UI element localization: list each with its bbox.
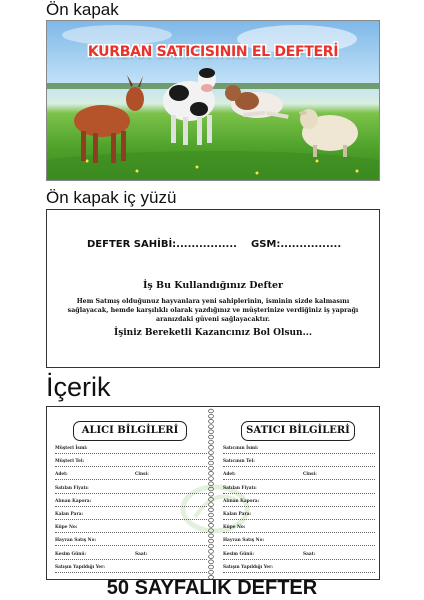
buyer-field-label: Alınan Kapora: (55, 498, 92, 504)
seller-form-field[interactable] (223, 485, 375, 494)
spiral-ring (209, 420, 214, 424)
buyer-field-label: Satışın Yapıldığı Yer: (55, 564, 106, 570)
spiral-ring (209, 430, 214, 434)
seller-field-label: Satıcının İsmi: (223, 446, 259, 451)
spiral-ring (209, 477, 214, 481)
inside-cover-page (46, 209, 380, 368)
spiral-ring (209, 440, 214, 444)
seller-field-label: Satışın Yapıldığı Yer: (223, 564, 274, 570)
spiral-ring (209, 456, 214, 460)
seller-field-sublabel: Cinsi: (303, 472, 317, 478)
page-count-caption: 50 SAYFALIK DEFTER (106, 577, 318, 599)
buyer-form-field[interactable] (55, 445, 207, 454)
seller-field-label: Kesim Günü: (223, 551, 255, 557)
seller-form-field[interactable] (223, 471, 375, 480)
seller-form-field[interactable] (223, 524, 375, 533)
buyer-title: ALICI BİLGİLERİ (73, 421, 187, 441)
cover-title: KURBAN SATICISININ EL DEFTERİ (87, 44, 339, 60)
sheep-figure (299, 109, 358, 157)
buyer-field-label: Müşteri İsmi: (55, 446, 88, 451)
calf-figure (225, 85, 289, 119)
buyer-field-label: Hayvan Satış No: (55, 538, 97, 544)
spiral-ring (209, 503, 214, 507)
inside-cover-label: Ön kapak iç yüzü (46, 188, 177, 207)
seller-form-field[interactable] (223, 498, 375, 507)
spiral-binding-icon (208, 407, 214, 579)
seller-field-label: Adet: (223, 472, 236, 478)
buyer-form-field[interactable] (55, 564, 207, 573)
seller-form-field[interactable] (223, 537, 375, 546)
spiral-ring (209, 451, 214, 455)
seller-column (215, 407, 375, 579)
seller-title: SATICI BİLGİLERİ (241, 421, 355, 441)
seller-form-field[interactable] (223, 458, 375, 467)
spiral-ring (209, 435, 214, 439)
seller-field-label: Kalan Para: (223, 512, 252, 517)
spiral-ring (209, 414, 214, 418)
buyer-form-field[interactable] (55, 485, 207, 494)
front-cover-label: Ön kapak (46, 0, 119, 19)
spiral-ring (209, 534, 214, 538)
buyer-field-label: Satılan Fiyatı: (55, 485, 89, 491)
buyer-column (47, 407, 207, 579)
buyer-field-label: Kalan Para: (55, 512, 84, 517)
gsm-field: GSM:................ (251, 239, 342, 250)
spiral-ring (209, 498, 214, 502)
seller-form-field[interactable] (223, 564, 375, 573)
owner-field: DEFTER SAHİBİ:................ (87, 239, 237, 250)
buyer-field-sublabel: Cinsi: (135, 472, 149, 478)
spiral-ring (209, 555, 214, 559)
seller-field-label: Alınan Kapora: (223, 498, 260, 504)
spiral-ring (209, 570, 214, 574)
spiral-ring (209, 550, 214, 554)
spiral-ring (209, 529, 214, 533)
spiral-ring (209, 492, 214, 496)
spiral-ring (209, 466, 214, 470)
buyer-field-label: Adet: (55, 472, 68, 478)
spiral-ring (209, 513, 214, 517)
buyer-form-field[interactable] (55, 551, 207, 560)
buyer-field-label: Müşteri Tel: (55, 459, 85, 465)
spiral-ring (209, 472, 214, 476)
buyer-form-field[interactable] (55, 511, 207, 520)
buyer-field-label: Küpe No: (55, 525, 78, 531)
buyer-form-field[interactable] (55, 537, 207, 546)
seller-form-field[interactable] (223, 551, 375, 560)
seller-field-label: Hayvan Satış No: (223, 538, 265, 544)
buyer-form-field[interactable] (55, 498, 207, 507)
cover-image (46, 20, 380, 181)
spiral-ring (209, 560, 214, 564)
seller-field-sublabel: Saat: (303, 551, 316, 557)
buyer-form-field[interactable] (55, 524, 207, 533)
spiral-ring (209, 508, 214, 512)
seller-field-label: Satıcının Tel: (223, 459, 255, 465)
spiral-ring (209, 487, 214, 491)
buyer-field-sublabel: Saat: (135, 551, 148, 557)
spiral-ring (209, 565, 214, 569)
spiral-ring (209, 482, 214, 486)
seller-form-field[interactable] (223, 445, 375, 454)
spiral-ring (209, 425, 214, 429)
seller-field-label: Küpe No: (223, 525, 246, 531)
cow-figure (163, 68, 216, 145)
seller-form-field[interactable] (223, 511, 375, 520)
spiral-ring (209, 409, 214, 413)
inside-closing-text: İşiniz Bereketli Kazancınız Bol Olsun... (113, 328, 312, 338)
spiral-ring (209, 518, 214, 522)
buyer-form-field[interactable] (55, 458, 207, 467)
content-label: İçerik (46, 372, 111, 402)
buyer-field-label: Kesim Günü: (55, 551, 87, 557)
buyer-form-field[interactable] (55, 471, 207, 480)
spiral-ring (209, 461, 214, 465)
spiral-ring (209, 539, 214, 543)
spiral-ring (209, 544, 214, 548)
inside-body-text: Hem Satmış olduğunuz hayvanlara yeni sahiplerinin, isminin sizde kalmasını sağlayacak, hemde karşılıklı olarak yazdığınız ve müşterinize verdiğiniz iş yaprağı aranızdaki güveni sağlayacaktır. (67, 298, 359, 323)
spiral-ring (209, 446, 214, 450)
spiral-ring (209, 524, 214, 528)
seller-field-label: Satılan Fiyatı: (223, 485, 257, 491)
content-page (46, 406, 380, 580)
inside-heading: İş Bu Kullandığınız Defter (142, 280, 284, 291)
